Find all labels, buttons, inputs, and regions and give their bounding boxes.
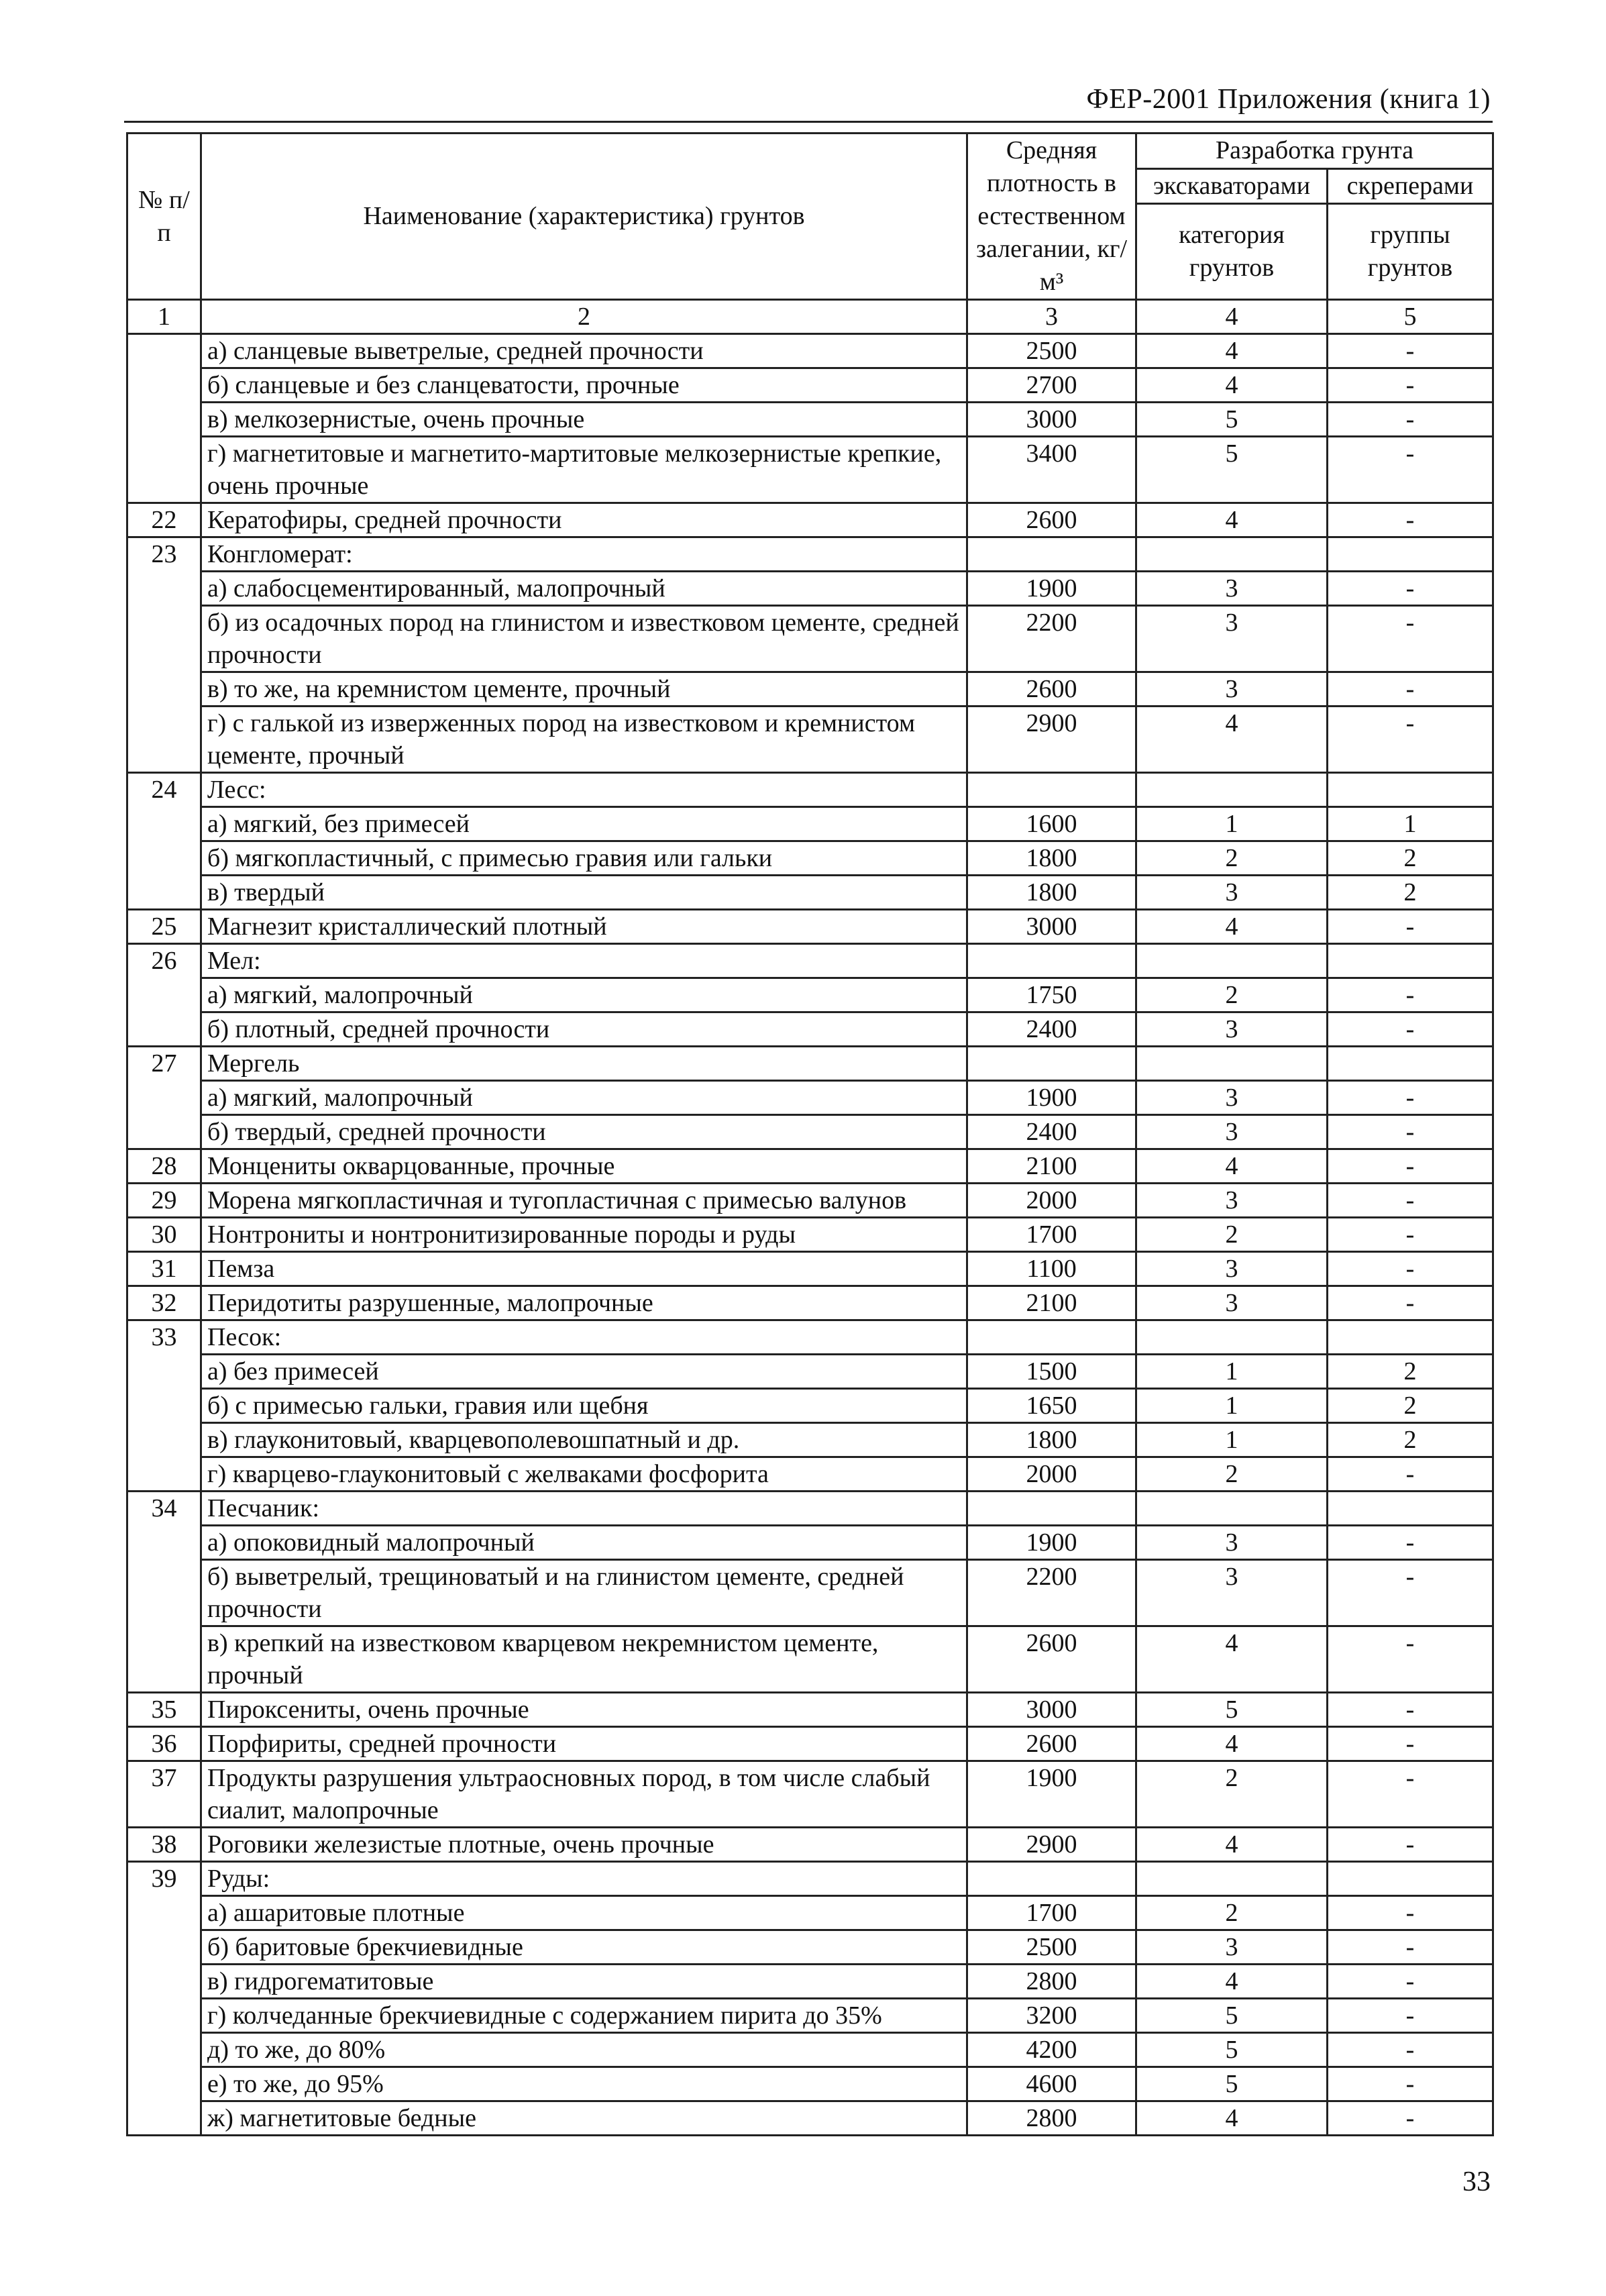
scraper-group-cell: -	[1328, 403, 1493, 437]
excavator-category-cell: 2	[1136, 1457, 1328, 1492]
table-row	[127, 707, 1493, 773]
soil-name-cell: Роговики железистые плотные, очень прочные	[201, 1828, 967, 1862]
soil-name-cell: д) то же, до 80%	[201, 2033, 967, 2067]
density-cell	[967, 1320, 1136, 1355]
row-number-cell: 37	[127, 1761, 201, 1828]
scraper-group-cell: -	[1328, 707, 1493, 773]
soil-name-cell: Кератофиры, средней прочности	[201, 503, 967, 537]
density-cell: 2600	[967, 1626, 1136, 1693]
header-scrapers: скреперами	[1328, 168, 1493, 204]
table-row	[127, 1693, 1493, 1727]
table-row	[127, 1115, 1493, 1149]
soil-name-cell: Песчаник:	[201, 1492, 967, 1526]
scraper-group-cell	[1328, 1320, 1493, 1355]
scraper-group-cell: -	[1328, 1761, 1493, 1828]
excavator-category-cell: 1	[1136, 807, 1328, 841]
scraper-group-cell: -	[1328, 1828, 1493, 1862]
row-number-cell: 22	[127, 503, 201, 537]
scraper-group-cell: -	[1328, 1999, 1493, 2033]
soil-name-cell: Мел:	[201, 944, 967, 978]
density-cell: 2200	[967, 606, 1136, 672]
excavator-category-cell: 4	[1136, 707, 1328, 773]
scraper-group-cell: 2	[1328, 876, 1493, 910]
soil-name-cell: в) гидрогематитовые	[201, 1965, 967, 1999]
density-cell: 2400	[967, 1115, 1136, 1149]
scraper-group-cell: -	[1328, 1081, 1493, 1115]
soil-name-cell: Конгломерат:	[201, 537, 967, 572]
soil-name-cell: б) плотный, средней прочности	[201, 1012, 967, 1047]
density-cell: 2700	[967, 368, 1136, 403]
soil-name-cell: а) мягкий, без примесей	[201, 807, 967, 841]
row-number-cell: 36	[127, 1727, 201, 1761]
table-row	[127, 841, 1493, 876]
table-row	[127, 1047, 1493, 1081]
excavator-category-cell: 4	[1136, 334, 1328, 368]
scraper-group-cell: -	[1328, 1286, 1493, 1320]
soil-name-cell: а) мягкий, малопрочный	[201, 978, 967, 1012]
density-cell: 3400	[967, 437, 1136, 503]
excavator-category-cell: 2	[1136, 1218, 1328, 1252]
density-cell	[967, 1862, 1136, 1896]
table-row	[127, 1626, 1493, 1693]
density-cell: 3200	[967, 1999, 1136, 2033]
scraper-group-cell: -	[1328, 2033, 1493, 2067]
table-row	[127, 1081, 1493, 1115]
excavator-category-cell: 2	[1136, 841, 1328, 876]
soil-name-cell: в) мелкозернистые, очень прочные	[201, 403, 967, 437]
scraper-group-cell: -	[1328, 503, 1493, 537]
soil-name-cell: Монцениты окварцованные, прочные	[201, 1149, 967, 1184]
excavator-category-cell: 3	[1136, 1081, 1328, 1115]
excavator-category-cell: 2	[1136, 978, 1328, 1012]
excavator-category-cell	[1136, 944, 1328, 978]
scraper-group-cell: -	[1328, 606, 1493, 672]
header-density: Средняя плотность в естественном залегании, кг/м³	[967, 134, 1136, 300]
excavator-category-cell	[1136, 1320, 1328, 1355]
soil-name-cell: Магнезит кристаллический плотный	[201, 910, 967, 944]
table-row	[127, 1320, 1493, 1355]
column-number: 2	[201, 300, 967, 334]
density-cell: 1900	[967, 1081, 1136, 1115]
soil-name-cell: б) сланцевые и без сланцеватости, прочные	[201, 368, 967, 403]
scraper-group-cell: -	[1328, 672, 1493, 707]
scraper-group-cell: 2	[1328, 1355, 1493, 1389]
density-cell: 1800	[967, 1423, 1136, 1457]
column-number: 5	[1328, 300, 1493, 334]
density-cell: 1700	[967, 1896, 1136, 1930]
density-cell	[967, 944, 1136, 978]
header-divider	[124, 121, 1493, 123]
scraper-group-cell: -	[1328, 978, 1493, 1012]
soil-name-cell: а) слабосцементированный, малопрочный	[201, 572, 967, 606]
table-row	[127, 773, 1493, 807]
density-cell: 1900	[967, 572, 1136, 606]
density-cell	[967, 1047, 1136, 1081]
soil-name-cell: а) мягкий, малопрочный	[201, 1081, 967, 1115]
density-cell: 1500	[967, 1355, 1136, 1389]
soil-name-cell: а) без примесей	[201, 1355, 967, 1389]
density-cell: 2600	[967, 503, 1136, 537]
soil-name-cell: б) с примесью гальки, гравия или щебня	[201, 1389, 967, 1423]
header-development: Разработка грунта	[1136, 134, 1493, 169]
excavator-category-cell: 5	[1136, 403, 1328, 437]
excavator-category-cell: 4	[1136, 1727, 1328, 1761]
table-row	[127, 537, 1493, 572]
excavator-category-cell: 3	[1136, 572, 1328, 606]
excavator-category-cell: 3	[1136, 1252, 1328, 1286]
scraper-group-cell: -	[1328, 1560, 1493, 1626]
table-row	[127, 1389, 1493, 1423]
header-excavators: экскаваторами	[1136, 168, 1328, 204]
excavator-category-cell: 1	[1136, 1355, 1328, 1389]
scraper-group-cell: -	[1328, 1693, 1493, 1727]
scraper-group-cell	[1328, 537, 1493, 572]
scraper-group-cell: -	[1328, 334, 1493, 368]
soil-name-cell: б) твердый, средней прочности	[201, 1115, 967, 1149]
soil-name-cell: Морена мягкопластичная и тугопластичная с примесью валунов	[201, 1184, 967, 1218]
soil-name-cell: Порфириты, средней прочности	[201, 1727, 967, 1761]
soil-name-cell: б) мягкопластичный, с примесью гравия или гальки	[201, 841, 967, 876]
table-row	[127, 807, 1493, 841]
excavator-category-cell: 4	[1136, 1965, 1328, 1999]
density-cell: 1600	[967, 807, 1136, 841]
excavator-category-cell: 4	[1136, 1626, 1328, 1693]
excavator-category-cell: 3	[1136, 876, 1328, 910]
column-number: 1	[127, 300, 201, 334]
scraper-group-cell: -	[1328, 1218, 1493, 1252]
density-cell: 2100	[967, 1149, 1136, 1184]
table-row	[127, 437, 1493, 503]
table-row	[127, 1252, 1493, 1286]
row-number-cell: 24	[127, 773, 201, 910]
excavator-category-cell: 5	[1136, 1999, 1328, 2033]
column-number: 4	[1136, 300, 1328, 334]
scraper-group-cell: -	[1328, 1149, 1493, 1184]
scraper-group-cell: -	[1328, 1896, 1493, 1930]
row-number-cell: 33	[127, 1320, 201, 1492]
soil-properties-table	[126, 132, 1494, 2136]
density-cell: 1900	[967, 1761, 1136, 1828]
table-row	[127, 2067, 1493, 2101]
row-number-cell: 35	[127, 1693, 201, 1727]
row-number-cell: 32	[127, 1286, 201, 1320]
excavator-category-cell	[1136, 1047, 1328, 1081]
row-number-cell: 25	[127, 910, 201, 944]
excavator-category-cell: 2	[1136, 1896, 1328, 1930]
scraper-group-cell	[1328, 944, 1493, 978]
excavator-category-cell: 4	[1136, 503, 1328, 537]
soil-name-cell: Руды:	[201, 1862, 967, 1896]
scraper-group-cell: -	[1328, 1457, 1493, 1492]
scraper-group-cell: -	[1328, 910, 1493, 944]
table-row	[127, 1896, 1493, 1930]
density-cell: 3000	[967, 403, 1136, 437]
excavator-category-cell: 3	[1136, 1286, 1328, 1320]
excavator-category-cell: 5	[1136, 2033, 1328, 2067]
soil-name-cell: б) выветрелый, трещиноватый и на глинистом цементе, средней прочности	[201, 1560, 967, 1626]
soil-name-cell: г) кварцево-глауконитовый с желваками фосфорита	[201, 1457, 967, 1492]
table-row	[127, 1862, 1493, 1896]
column-number-row	[127, 300, 1493, 334]
density-cell: 3000	[967, 1693, 1136, 1727]
table-row	[127, 2033, 1493, 2067]
table-row	[127, 1930, 1493, 1965]
scraper-group-cell: 2	[1328, 1423, 1493, 1457]
table-row	[127, 1355, 1493, 1389]
excavator-category-cell: 3	[1136, 1930, 1328, 1965]
table-row	[127, 978, 1493, 1012]
scraper-group-cell: -	[1328, 2101, 1493, 2136]
table-row	[127, 910, 1493, 944]
soil-name-cell: Пироксениты, очень прочные	[201, 1693, 967, 1727]
scraper-group-cell: -	[1328, 1115, 1493, 1149]
table-row	[127, 572, 1493, 606]
scraper-group-cell: 1	[1328, 807, 1493, 841]
scraper-group-cell: -	[1328, 1012, 1493, 1047]
density-cell: 2800	[967, 2101, 1136, 2136]
soil-name-cell: г) с галькой из изверженных пород на известковом и кремнистом цементе, прочный	[201, 707, 967, 773]
scraper-group-cell: -	[1328, 437, 1493, 503]
row-number-cell: 23	[127, 537, 201, 773]
density-cell: 4600	[967, 2067, 1136, 2101]
density-cell: 2600	[967, 1727, 1136, 1761]
density-cell: 1800	[967, 876, 1136, 910]
soil-name-cell: а) опоковидный малопрочный	[201, 1526, 967, 1560]
table-row	[127, 1999, 1493, 2033]
excavator-category-cell: 4	[1136, 368, 1328, 403]
excavator-category-cell: 3	[1136, 672, 1328, 707]
density-cell: 2400	[967, 1012, 1136, 1047]
header-groups: группы грунтов	[1328, 204, 1493, 300]
density-cell: 2000	[967, 1184, 1136, 1218]
row-number-cell: 34	[127, 1492, 201, 1693]
density-cell: 1800	[967, 841, 1136, 876]
soil-name-cell: Песок:	[201, 1320, 967, 1355]
excavator-category-cell: 4	[1136, 1149, 1328, 1184]
density-cell: 3000	[967, 910, 1136, 944]
soil-name-cell: в) крепкий на известковом кварцевом некремнистом цементе, прочный	[201, 1626, 967, 1693]
table-row	[127, 1761, 1493, 1828]
scraper-group-cell: -	[1328, 368, 1493, 403]
row-number-cell: 39	[127, 1862, 201, 2136]
table-row	[127, 403, 1493, 437]
table-row	[127, 1727, 1493, 1761]
scraper-group-cell: -	[1328, 1184, 1493, 1218]
soil-name-cell: б) баритовые брекчиевидные	[201, 1930, 967, 1965]
row-number-cell: 27	[127, 1047, 201, 1149]
table-row	[127, 606, 1493, 672]
density-cell: 1750	[967, 978, 1136, 1012]
table-row	[127, 1526, 1493, 1560]
soil-name-cell: Продукты разрушения ультраосновных пород, в том числе слабый сиалит, малопрочные	[201, 1761, 967, 1828]
soil-name-cell: г) магнетитовые и магнетито-мартитовые мелкозернистые крепкие, очень прочные	[201, 437, 967, 503]
soil-name-cell: ж) магнетитовые бедные	[201, 2101, 967, 2136]
excavator-category-cell	[1136, 773, 1328, 807]
column-number: 3	[967, 300, 1136, 334]
soil-name-cell: в) то же, на кремнистом цементе, прочный	[201, 672, 967, 707]
density-cell	[967, 773, 1136, 807]
table-row	[127, 876, 1493, 910]
scraper-group-cell: -	[1328, 1727, 1493, 1761]
scraper-group-cell: -	[1328, 1965, 1493, 1999]
header-category: категория грунтов	[1136, 204, 1328, 300]
excavator-category-cell: 2	[1136, 1761, 1328, 1828]
table-row	[127, 1828, 1493, 1862]
row-number-cell: 29	[127, 1184, 201, 1218]
excavator-category-cell: 4	[1136, 2101, 1328, 2136]
density-cell: 2500	[967, 334, 1136, 368]
table-row	[127, 1218, 1493, 1252]
density-cell: 1100	[967, 1252, 1136, 1286]
density-cell	[967, 1492, 1136, 1526]
scraper-group-cell	[1328, 1862, 1493, 1896]
scraper-group-cell: -	[1328, 1526, 1493, 1560]
density-cell	[967, 537, 1136, 572]
scraper-group-cell: -	[1328, 1252, 1493, 1286]
table-row	[127, 2101, 1493, 2136]
density-cell: 1650	[967, 1389, 1136, 1423]
soil-name-cell: Пемза	[201, 1252, 967, 1286]
excavator-category-cell: 3	[1136, 1012, 1328, 1047]
table-row	[127, 1492, 1493, 1526]
excavator-category-cell	[1136, 1492, 1328, 1526]
table-row	[127, 1286, 1493, 1320]
page-number: 33	[1462, 2167, 1491, 2197]
soil-name-cell: Мергель	[201, 1047, 967, 1081]
excavator-category-cell: 4	[1136, 1828, 1328, 1862]
table-row	[127, 1149, 1493, 1184]
table-row	[127, 503, 1493, 537]
table-header	[127, 134, 1493, 334]
table-row	[127, 1560, 1493, 1626]
excavator-category-cell: 3	[1136, 1115, 1328, 1149]
table-row	[127, 672, 1493, 707]
table-row	[127, 944, 1493, 978]
table-row	[127, 1965, 1493, 1999]
scraper-group-cell	[1328, 1492, 1493, 1526]
table-row	[127, 368, 1493, 403]
excavator-category-cell: 4	[1136, 910, 1328, 944]
soil-name-cell: б) из осадочных пород на глинистом и известковом цементе, средней прочности	[201, 606, 967, 672]
scraper-group-cell: 2	[1328, 1389, 1493, 1423]
density-cell: 1900	[967, 1526, 1136, 1560]
soil-name-cell: Перидотиты разрушенные, малопрочные	[201, 1286, 967, 1320]
document-header-title: ФЕР-2001 Приложения (книга 1)	[1086, 84, 1491, 115]
scraper-group-cell: -	[1328, 2067, 1493, 2101]
soil-name-cell: в) твердый	[201, 876, 967, 910]
density-cell: 2000	[967, 1457, 1136, 1492]
excavator-category-cell: 3	[1136, 1560, 1328, 1626]
excavator-category-cell: 5	[1136, 2067, 1328, 2101]
density-cell: 2900	[967, 707, 1136, 773]
table-row	[127, 1457, 1493, 1492]
header-name: Наименование (характеристика) грунтов	[201, 134, 967, 300]
soil-name-cell: в) глауконитовый, кварцевополевошпатный и др.	[201, 1423, 967, 1457]
row-number-cell: 30	[127, 1218, 201, 1252]
scraper-group-cell: -	[1328, 1930, 1493, 1965]
header-num: № п/п	[127, 134, 201, 300]
excavator-category-cell: 5	[1136, 1693, 1328, 1727]
row-number-cell: 28	[127, 1149, 201, 1184]
excavator-category-cell: 1	[1136, 1423, 1328, 1457]
excavator-category-cell: 5	[1136, 437, 1328, 503]
soil-name-cell: Лесс:	[201, 773, 967, 807]
scraper-group-cell: 2	[1328, 841, 1493, 876]
density-cell: 2600	[967, 672, 1136, 707]
soil-name-cell: г) колчеданные брекчиевидные с содержанием пирита до 35%	[201, 1999, 967, 2033]
density-cell: 2100	[967, 1286, 1136, 1320]
density-cell: 2500	[967, 1930, 1136, 1965]
density-cell: 1700	[967, 1218, 1136, 1252]
soil-name-cell: Нонтрониты и нонтронитизированные породы и руды	[201, 1218, 967, 1252]
table-row	[127, 334, 1493, 368]
soil-name-cell: а) сланцевые выветрелые, средней прочности	[201, 334, 967, 368]
table-row	[127, 1184, 1493, 1218]
row-number-cell	[127, 334, 201, 503]
scraper-group-cell	[1328, 773, 1493, 807]
row-number-cell: 31	[127, 1252, 201, 1286]
soil-name-cell: а) ашаритовые плотные	[201, 1896, 967, 1930]
excavator-category-cell: 1	[1136, 1389, 1328, 1423]
scraper-group-cell	[1328, 1047, 1493, 1081]
density-cell: 2800	[967, 1965, 1136, 1999]
density-cell: 4200	[967, 2033, 1136, 2067]
scraper-group-cell: -	[1328, 572, 1493, 606]
row-number-cell: 38	[127, 1828, 201, 1862]
table-body	[127, 334, 1493, 2136]
table-row	[127, 1012, 1493, 1047]
table-row	[127, 1423, 1493, 1457]
excavator-category-cell: 3	[1136, 606, 1328, 672]
excavator-category-cell	[1136, 537, 1328, 572]
scraper-group-cell: -	[1328, 1626, 1493, 1693]
row-number-cell: 26	[127, 944, 201, 1047]
density-cell: 2900	[967, 1828, 1136, 1862]
excavator-category-cell: 3	[1136, 1184, 1328, 1218]
excavator-category-cell: 3	[1136, 1526, 1328, 1560]
soil-name-cell: е) то же, до 95%	[201, 2067, 967, 2101]
excavator-category-cell	[1136, 1862, 1328, 1896]
density-cell: 2200	[967, 1560, 1136, 1626]
